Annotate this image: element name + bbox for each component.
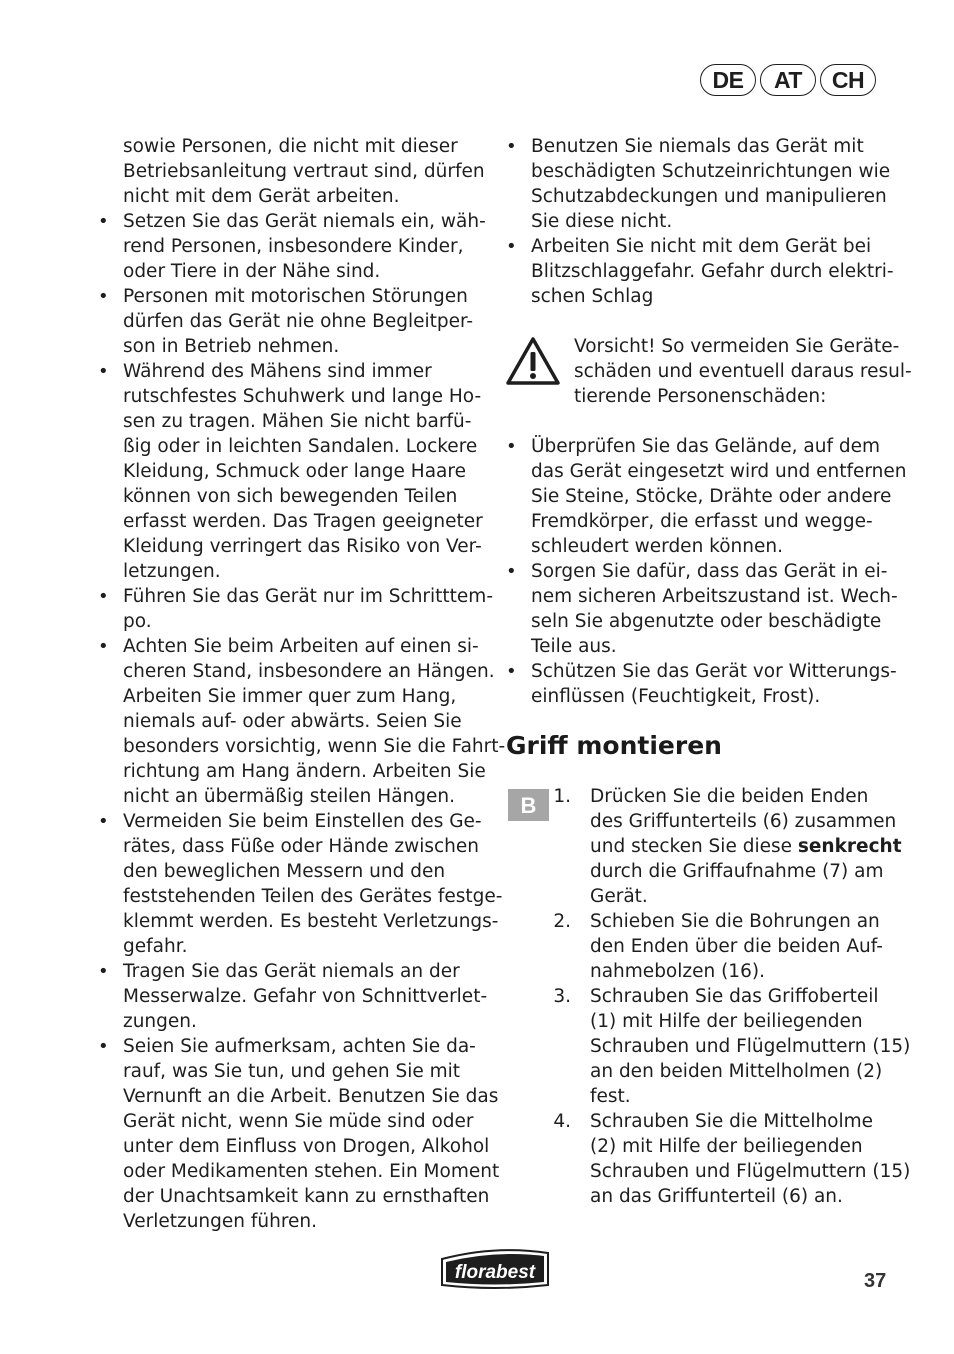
right-safety-list-bottom bbox=[506, 434, 907, 709]
text-line: • Personen mit motorischen Störungen bbox=[123, 286, 468, 307]
text-line: rend Personen, insbesondere Kinder, bbox=[123, 236, 464, 257]
text-line: besonders vorsichtig, wenn Sie die Fahrt- bbox=[123, 736, 506, 757]
step-line: an den beiden Mittelholmen (2) bbox=[590, 1061, 883, 1082]
continuation-item bbox=[98, 134, 485, 209]
section-heading: Griff montieren bbox=[506, 731, 722, 760]
text-line: • Benutzen Sie niemals das Gerät mit bbox=[531, 136, 864, 157]
figure-badge: B bbox=[508, 789, 549, 821]
left-safety-list bbox=[98, 134, 506, 1234]
text-line: son in Betrieb nehmen. bbox=[123, 336, 340, 357]
step-number: 4. bbox=[553, 1111, 571, 1132]
step-text: und stecken Sie diese bbox=[590, 836, 798, 857]
right-safety-list-top bbox=[506, 134, 892, 309]
step-number: 3. bbox=[553, 986, 571, 1007]
text-line: Verletzungen führen. bbox=[123, 1211, 318, 1232]
text-line: sowie Personen, die nicht mit dieser bbox=[123, 136, 458, 157]
text-line: po. bbox=[123, 611, 152, 632]
bullet-item bbox=[98, 959, 488, 1034]
text-line: zungen. bbox=[123, 1011, 197, 1032]
warning-triangle-icon bbox=[506, 336, 560, 386]
text-line: sen zu tragen. Mähen Sie nicht barfü- bbox=[123, 411, 472, 432]
assembly-step bbox=[506, 784, 902, 909]
text-line: • Schützen Sie das Gerät vor Witterungs- bbox=[531, 661, 897, 682]
text-line: Messerwalze. Gefahr von Schnittverlet- bbox=[123, 986, 488, 1007]
step-line: Schieben Sie die Bohrungen an bbox=[590, 911, 880, 932]
text-line: nicht an übermäßig steilen Hängen. bbox=[123, 786, 455, 807]
step-line: nahmebolzen (16). bbox=[590, 961, 765, 982]
text-line: erfasst werden. Das Tragen geeigneter bbox=[123, 511, 483, 532]
bullet-item bbox=[98, 809, 503, 959]
text-line: schen Schlag bbox=[531, 286, 654, 307]
text-line: feststehenden Teilen des Gerätes festge- bbox=[123, 886, 503, 907]
caution-line: schäden und eventuell daraus resul- bbox=[574, 361, 912, 382]
text-line: • Tragen Sie das Gerät niemals an der bbox=[123, 961, 460, 982]
text-line: cheren Stand, insbesondere an Hängen. bbox=[123, 661, 495, 682]
assembly-step bbox=[506, 984, 911, 1109]
step-number: 2. bbox=[553, 911, 571, 932]
text-line: Arbeiten Sie immer quer zum Hang, bbox=[123, 686, 457, 707]
step-line: des Griffunterteils (6) zusammen bbox=[590, 811, 897, 832]
text-line: rauf, was Sie tun, und gehen Sie mit bbox=[123, 1061, 461, 1082]
florabest-logo-graphic bbox=[438, 1245, 552, 1291]
step-line: fest. bbox=[590, 1086, 631, 1107]
text-line: letzungen. bbox=[123, 561, 221, 582]
bullet-item bbox=[506, 434, 907, 559]
step-line: Schrauben und Flügelmuttern (15) bbox=[590, 1161, 911, 1182]
bullet-item bbox=[98, 634, 506, 809]
text-line: • Während des Mähens sind immer bbox=[123, 361, 432, 382]
step-line: Gerät. bbox=[590, 886, 648, 907]
text-line: niemals auf- oder abwärts. Seien Sie bbox=[123, 711, 462, 732]
text-line: der Unachtsamkeit kann zu ernsthaften bbox=[123, 1186, 490, 1207]
text-line: Teile aus. bbox=[531, 636, 617, 657]
text-line: nicht mit dem Gerät arbeiten. bbox=[123, 186, 400, 207]
step-line: (2) mit Hilfe der beiliegenden bbox=[590, 1136, 863, 1157]
text-line: den beweglichen Messern und den bbox=[123, 861, 446, 882]
language-badge-at: AT bbox=[760, 64, 816, 96]
text-line: richtung am Hang ändern. Arbeiten Sie bbox=[123, 761, 486, 782]
text-line: ßig oder in leichten Sandalen. Lockere bbox=[123, 436, 478, 457]
step-line: (1) mit Hilfe der beiliegenden bbox=[590, 1011, 863, 1032]
text-line: Blitzschlaggefahr. Gefahr durch elektri- bbox=[531, 261, 894, 282]
text-line: • Setzen Sie das Gerät niemals ein, wäh- bbox=[123, 211, 486, 232]
text-line: • Führen Sie das Gerät nur im Schritttem- bbox=[123, 586, 494, 607]
text-line: • Sorgen Sie dafür, dass das Gerät in ei- bbox=[531, 561, 888, 582]
language-badges bbox=[700, 64, 876, 96]
text-line: dürfen das Gerät nie ohne Begleitper- bbox=[123, 311, 474, 332]
bullet-item bbox=[506, 134, 892, 234]
bullet-item bbox=[506, 234, 892, 309]
text-line: Sie Steine, Stöcke, Drähte oder andere bbox=[531, 486, 892, 507]
bullet-item bbox=[506, 559, 898, 659]
caution-notice bbox=[506, 334, 912, 409]
bullet-item bbox=[98, 284, 482, 359]
assembly-step-list bbox=[506, 784, 911, 1209]
text-line: nem sicheren Arbeitszustand ist. Wech- bbox=[531, 586, 898, 607]
text-line: schleudert werden können. bbox=[531, 536, 783, 557]
bullet-item bbox=[98, 359, 482, 584]
bullet-item bbox=[506, 659, 897, 709]
text-line: beschädigten Schutzeinrichtungen wie bbox=[531, 161, 891, 182]
text-line: oder Medikamenten stehen. Ein Moment bbox=[123, 1161, 500, 1182]
caution-line: Vorsicht! So vermeiden Sie Geräte- bbox=[574, 336, 900, 357]
caution-text bbox=[574, 334, 912, 409]
text-line: Betriebsanleitung vertraut sind, dürfen bbox=[123, 161, 485, 182]
text-line: klemmt werden. Es besteht Verletzungs- bbox=[123, 911, 499, 932]
step-line: Schrauben Sie die Mittelholme bbox=[590, 1111, 874, 1132]
text-line: können von sich bewegenden Teilen bbox=[123, 486, 458, 507]
text-line: Fremdkörper, die erfasst und wegge- bbox=[531, 511, 873, 532]
step-line: Drücken Sie die beiden Enden bbox=[590, 786, 869, 807]
text-line: Vernunft an die Arbeit. Benutzen Sie das bbox=[123, 1086, 499, 1107]
language-badge-ch: CH bbox=[820, 64, 876, 96]
logo-text: florabest bbox=[454, 1262, 536, 1283]
text-line: oder Tiere in der Nähe sind. bbox=[123, 261, 381, 282]
step-line: den Enden über die beiden Auf- bbox=[590, 936, 883, 957]
text-line: Kleidung verringert das Risiko von Ver- bbox=[123, 536, 482, 557]
text-line: rutschfestes Schuhwerk und lange Ho- bbox=[123, 386, 482, 407]
bullet-item bbox=[98, 1034, 500, 1234]
text-line: rätes, dass Füße oder Hände zwischen bbox=[123, 836, 480, 857]
text-line: • Achten Sie beim Arbeiten auf einen si- bbox=[123, 636, 479, 657]
text-line: Schutzabdeckungen und manipulieren bbox=[531, 186, 887, 207]
text-line: das Gerät eingesetzt wird und entfernen bbox=[531, 461, 907, 482]
assembly-steps bbox=[506, 784, 911, 1209]
caution-line: tierende Personenschäden: bbox=[574, 386, 827, 407]
assembly-step bbox=[506, 1109, 911, 1209]
text-line: • Arbeiten Sie nicht mit dem Gerät bei bbox=[531, 236, 872, 257]
assembly-step bbox=[506, 909, 892, 984]
text-line: Gerät nicht, wenn Sie müde sind oder bbox=[123, 1111, 474, 1132]
left-column bbox=[98, 134, 506, 1234]
right-column bbox=[506, 134, 912, 1209]
emphasis-text: senkrecht bbox=[797, 836, 902, 857]
text-line: seln Sie abgenutzte oder beschädigte bbox=[531, 611, 882, 632]
text-line: • Vermeiden Sie beim Einstellen des Ge- bbox=[123, 811, 482, 832]
text-line: unter dem Einfluss von Drogen, Alkohol bbox=[123, 1136, 490, 1157]
text-line: Sie diese nicht. bbox=[531, 211, 673, 232]
text-line: Kleidung, Schmuck oder lange Haare bbox=[123, 461, 466, 482]
florabest-logo bbox=[438, 1245, 552, 1295]
step-line bbox=[590, 834, 902, 859]
bullet-item bbox=[98, 209, 486, 284]
bullet-item bbox=[98, 584, 494, 634]
step-line: Schrauben und Flügelmuttern (15) bbox=[590, 1036, 911, 1057]
text-line: einflüssen (Feuchtigkeit, Frost). bbox=[531, 686, 821, 707]
step-line: an das Griffunterteil (6) an. bbox=[590, 1186, 843, 1207]
step-line: Schrauben Sie das Griffoberteil bbox=[590, 986, 879, 1007]
page-number: 37 bbox=[864, 1270, 887, 1292]
text-line: • Überprüfen Sie das Gelände, auf dem bbox=[531, 436, 880, 457]
step-number: 1. bbox=[553, 786, 571, 807]
step-line: durch die Griffaufnahme (7) am bbox=[590, 861, 884, 882]
language-badge-de: DE bbox=[700, 64, 756, 96]
text-line: • Seien Sie aufmerksam, achten Sie da- bbox=[123, 1036, 476, 1057]
text-line: gefahr. bbox=[123, 936, 188, 957]
